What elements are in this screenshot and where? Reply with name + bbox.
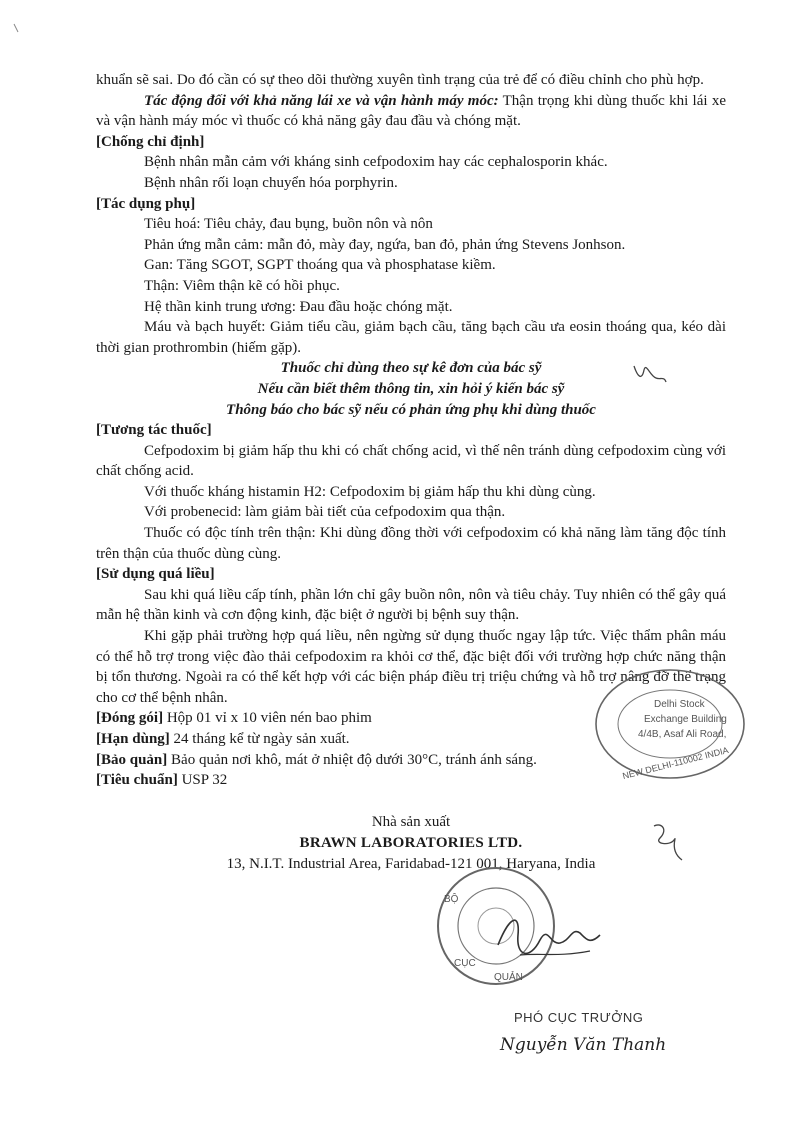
interaction-item: Với thuốc kháng histamin H2: Cefpodoxim bị giảm hấp thu khi dùng cùng. bbox=[144, 483, 596, 500]
stamp-line: NEW DELHI-110002 INDIA bbox=[621, 745, 730, 782]
side-effects-heading: [Tác dụng phụ] bbox=[96, 195, 196, 212]
interaction-item: Thuốc có độc tính trên thận: Khi dùng đồng thời với cefpodoxim có khả năng làm tăng độc tính trên thận của thuốc dùng cùng. bbox=[96, 525, 726, 562]
side-effect-item: Thận: Viêm thận kẽ có hồi phục. bbox=[144, 277, 340, 294]
expiry-text: 24 tháng kể từ ngày sản xuất. bbox=[169, 731, 350, 747]
storage-text: Bảo quản nơi khô, mát ở nhiệt độ dưới 30°C, tránh ánh sáng. bbox=[167, 751, 537, 768]
round-stamp-text: BỘ bbox=[444, 894, 459, 905]
contraindication-item: Bệnh nhân mẫn cảm với kháng sinh cefpodoxim hay các cephalosporin khác. bbox=[144, 154, 608, 171]
contraindication-item: Bệnh nhân rối loạn chuyển hóa porphyrin. bbox=[144, 174, 398, 191]
stamp-line: Delhi Stock bbox=[654, 699, 705, 710]
official-name: Nguyễn Văn Thanh bbox=[500, 1035, 667, 1055]
overdose-item: Sau khi quá liều cấp tính, phần lớn chỉ gây buồn nôn, nôn và tiêu chảy. Tuy nhiên có thể gây quá mẫn hệ thần kinh và cơn động kinh, đặc biệt ở người bị bệnh suy thận. bbox=[96, 586, 726, 624]
overdose-item: Khi gặp phải trường hợp quá liều, nên ngừng sử dụng thuốc ngay lập tức. Việc thẩm phân máu có thể hỗ trợ trong việc đào thải cefpodoxim ra khỏi cơ thể, đặc biệt đối với trường hợp chức năng thận bị tổn thương. Ngoài ra có thể kết hợp với các biện pháp điều trị triệu chứng và hỗ trợ nâng đỡ thể trạng cho cơ thể bệnh nhân. bbox=[96, 628, 726, 706]
driving-text: Thận trọng khi dùng thuốc khi lái xe và vận hành máy móc vì thuốc có khả năng gây đau đầu và chóng mặt. bbox=[96, 92, 726, 130]
overdose-heading: [Sử dụng quá liều] bbox=[96, 566, 215, 583]
side-effect-item: Tiêu hoá: Tiêu chảy, đau bụng, buồn nôn và nôn bbox=[144, 216, 433, 233]
side-effect-item: Gan: Tăng SGOT, SGPT thoáng qua và phosphatase kiềm. bbox=[144, 257, 496, 274]
packaging-heading: [Đóng gói] bbox=[96, 710, 164, 727]
manufacturer-name: BRAWN LABORATORIES LTD. bbox=[299, 835, 523, 851]
expiry-heading: [Hạn dùng] bbox=[96, 731, 170, 747]
interaction-item: Với probenecid: làm giảm bài tiết của cefpodoxim qua thận. bbox=[144, 504, 506, 521]
signature bbox=[490, 905, 610, 975]
manufacturer-label: Nhà sản xuất bbox=[371, 814, 451, 830]
paragraph-continuation: khuẩn sẽ sai. Do đó cần có sự theo dõi thường xuyên tình trạng của trẻ để có điều chỉnh cho phù hợp. bbox=[96, 72, 704, 88]
warning-line: Thuốc chỉ dùng theo sự kê đơn của bác sỹ bbox=[280, 360, 542, 377]
official-block bbox=[500, 1010, 700, 1055]
stamp-line: Exchange Building bbox=[644, 714, 727, 725]
side-effect-item: Hệ thần kinh trung ương: Đau đầu hoặc chóng mặt. bbox=[144, 298, 453, 315]
standard-text: USP 32 bbox=[177, 772, 228, 789]
storage-heading: [Bảo quản] bbox=[96, 751, 168, 768]
packaging-text: Hộp 01 vỉ x 10 viên nén bao phim bbox=[163, 710, 372, 727]
corner-mark bbox=[10, 20, 30, 40]
manufacturer-block bbox=[96, 812, 726, 875]
stamp-line: 4/4B, Asaf Ali Road, bbox=[638, 729, 727, 740]
standard-heading: [Tiêu chuẩn] bbox=[96, 772, 178, 789]
official-role: PHÓ CỤC TRƯỞNG bbox=[514, 1010, 644, 1025]
round-stamp-text: CỤC bbox=[454, 958, 476, 969]
driving-paragraph bbox=[96, 91, 726, 132]
manufacturer-address: 13, N.I.T. Industrial Area, Faridabad-121 001, Haryana, India bbox=[226, 856, 596, 872]
interaction-item: Cefpodoxim bị giảm hấp thu khi có chất chống acid, vì thế nên tránh dùng cefpodoxim cùng với chất chống acid. bbox=[96, 442, 726, 480]
driving-label: Tác động đối với khả năng lái xe và vận hành máy móc: bbox=[144, 92, 499, 109]
company-stamp bbox=[588, 664, 748, 784]
side-effect-blood: Máu và bạch huyết: Giảm tiểu cầu, giảm bạch cầu, tăng bạch cầu ưa eosin thoáng qua, kéo dài thời gian prothrombin (hiếm gặp). bbox=[96, 319, 726, 356]
warning-line: Thông báo cho bác sỹ nếu có phản ứng phụ khi dùng thuốc bbox=[226, 401, 596, 418]
interactions-heading: [Tương tác thuốc] bbox=[96, 422, 212, 439]
side-effect-item: Phản ứng mẫn cảm: mẫn đỏ, mày đay, ngứa, ban đỏ, phản ứng Stevens Jonhson. bbox=[144, 236, 626, 253]
initials-mark bbox=[648, 820, 688, 864]
contraindications-heading: [Chống chỉ định] bbox=[96, 133, 205, 150]
round-stamp-text: QUẢN bbox=[494, 972, 523, 983]
initials-mark bbox=[630, 358, 670, 388]
warning-line: Nếu cần biết thêm thông tin, xin hỏi ý kiến bác sỹ bbox=[257, 380, 565, 397]
